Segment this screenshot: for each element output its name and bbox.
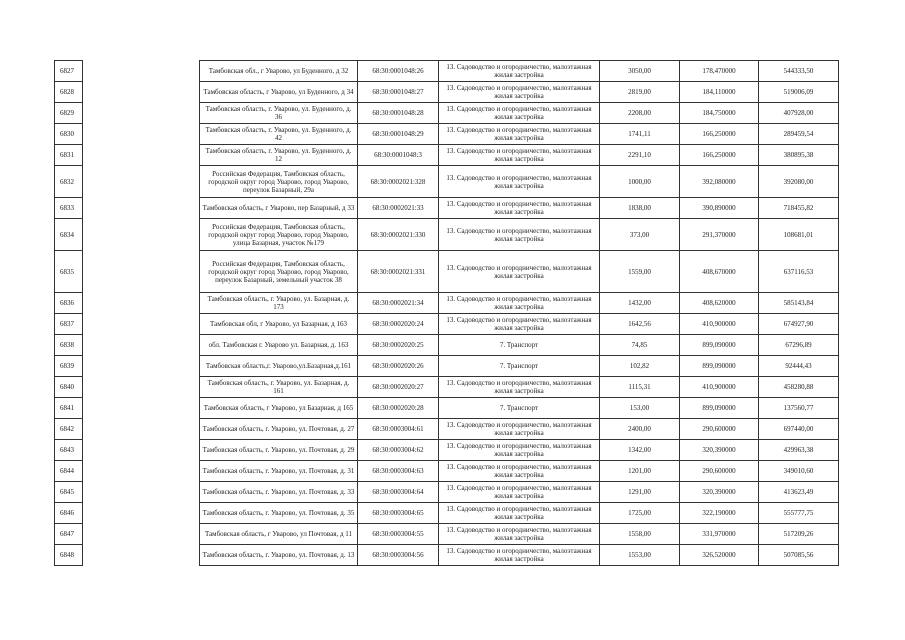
address-cell: Тамбовская область, г Уварово, ул Базарная, д 165 [199, 397, 358, 419]
address-cell: обл. Тамбовская г. Уварово ул. Базарная, д. 163 [199, 334, 358, 356]
land-use-cell: 13. Садоводство и огородничество, малоэтажная жилая застройка [438, 376, 600, 398]
area-cell: 1642,56 [599, 313, 680, 335]
area-cell: 1115,31 [599, 376, 680, 398]
cadastral-number-cell: 68:30:0002020:27 [357, 376, 439, 398]
rate-cell: 392,080000 [679, 165, 759, 198]
rate-cell: 390,890000 [679, 197, 759, 219]
row-number: 6833 [54, 197, 83, 219]
address-cell: Тамбовская область, г. Уварово, ул. Почтовая, д. 31 [199, 460, 358, 482]
row-number: 6831 [54, 144, 83, 166]
rate-cell: 410,900000 [679, 376, 759, 398]
area-cell: 2819,00 [599, 81, 680, 103]
cadastral-value-cell: 718455,82 [758, 197, 839, 219]
row-number: 6840 [54, 376, 83, 398]
address-cell: Тамбовская область, г Уварово, ул Буденного, д 34 [199, 81, 358, 103]
area-cell: 1553,00 [599, 544, 680, 566]
rate-cell: 184,110000 [679, 81, 759, 103]
row-number: 6846 [54, 502, 83, 524]
cadastral-value-cell: 413623,49 [758, 481, 839, 503]
area-cell: 2208,00 [599, 102, 680, 124]
row-number: 6845 [54, 481, 83, 503]
address-cell: Тамбовская обл, г Уварово, ул Базарная, д 163 [199, 313, 358, 335]
area-cell: 1291,00 [599, 481, 680, 503]
land-use-cell: 7. Транспорт [438, 355, 600, 377]
row-number: 6844 [54, 460, 83, 482]
cadastral-value-cell: 519006,09 [758, 81, 839, 103]
cadastral-value-cell: 108681,01 [758, 218, 839, 251]
row-number: 6841 [54, 397, 83, 419]
land-use-cell: 13. Садоводство и огородничество, малоэтажная жилая застройка [438, 523, 600, 545]
land-use-cell: 13. Садоводство и огородничество, малоэтажная жилая застройка [438, 481, 600, 503]
area-cell: 2291,10 [599, 144, 680, 166]
address-cell: Тамбовская область, г Уварово, пер Базарный, д 33 [199, 197, 358, 219]
area-cell: 1201,00 [599, 460, 680, 482]
land-use-cell: 13. Садоводство и огородничество, малоэтажная жилая застройка [438, 460, 600, 482]
address-cell: Тамбовская область, г. Уварово, ул. Почтовая, д. 35 [199, 502, 358, 524]
address-cell: Тамбовская область, г. Уварово, ул. Базарная, д. 161 [199, 376, 358, 398]
cadastral-number-cell: 68:30:0001048:26 [357, 60, 439, 82]
address-cell: Российская Федерация, Тамбовская область, городской округ город Уварово, город Уварово, переулок Базарный, 29а [199, 165, 358, 198]
rate-cell: 408,620000 [679, 292, 759, 314]
rate-cell: 178,470000 [679, 60, 759, 82]
row-number: 6829 [54, 102, 83, 124]
area-cell: 1725,00 [599, 502, 680, 524]
rate-cell: 291,370000 [679, 218, 759, 251]
cadastral-number-cell: 68:30:0001048:28 [357, 102, 439, 124]
rate-cell: 410,900000 [679, 313, 759, 335]
row-number: 6835 [54, 250, 83, 293]
row-number: 6839 [54, 355, 83, 377]
cadastral-number-cell: 68:30:0002021:331 [357, 250, 439, 293]
rate-cell: 290,600000 [679, 460, 759, 482]
address-cell: Тамбовская область, г. Уварово, ул. Буденного, д. 42 [199, 123, 358, 145]
rate-cell: 899,090000 [679, 334, 759, 356]
cadastral-number-cell: 68:30:0002020:24 [357, 313, 439, 335]
area-cell: 1000,00 [599, 165, 680, 198]
rate-cell: 331,970000 [679, 523, 759, 545]
cadastral-value-cell: 137560,77 [758, 397, 839, 419]
cadastral-value-cell: 637116,53 [758, 250, 839, 293]
area-cell: 1838,00 [599, 197, 680, 219]
land-use-cell: 7. Транспорт [438, 334, 600, 356]
area-cell: 1741,11 [599, 123, 680, 145]
cadastral-number-cell: 68:30:0002020:26 [357, 355, 439, 377]
land-use-cell: 13. Садоводство и огородничество, малоэтажная жилая застройка [438, 144, 600, 166]
area-cell: 102,82 [599, 355, 680, 377]
rate-cell: 899,090000 [679, 355, 759, 377]
land-use-cell: 13. Садоводство и огородничество, малоэтажная жилая застройка [438, 102, 600, 124]
cadastral-number-cell: 68:30:0003004:65 [357, 502, 439, 524]
cadastral-number-cell: 68:30:0003004:55 [357, 523, 439, 545]
cadastral-value-cell: 517209,26 [758, 523, 839, 545]
land-use-cell: 13. Садоводство и огородничество, малоэтажная жилая застройка [438, 544, 600, 566]
row-number: 6830 [54, 123, 83, 145]
cadastral-number-cell: 68:30:0002021:330 [357, 218, 439, 251]
cadastral-number-cell: 68:30:0003004:61 [357, 418, 439, 440]
address-cell: Тамбовская область, г. Уварово, ул. Базарная, д. 173 [199, 292, 358, 314]
cadastral-value-cell: 544333,50 [758, 60, 839, 82]
rate-cell: 166,250000 [679, 144, 759, 166]
land-use-cell: 13. Садоводство и огородничество, малоэтажная жилая застройка [438, 502, 600, 524]
cadastral-number-cell: 68:30:0001048:29 [357, 123, 439, 145]
rate-cell: 166,250000 [679, 123, 759, 145]
area-cell: 153,00 [599, 397, 680, 419]
area-cell: 373,00 [599, 218, 680, 251]
rate-cell: 320,390000 [679, 481, 759, 503]
address-cell: Тамбовская область, г. Уварово, ул. Буденного, д. 12 [199, 144, 358, 166]
cadastral-number-cell: 68:30:0003004:56 [357, 544, 439, 566]
land-use-cell: 13. Садоводство и огородничество, малоэтажная жилая застройка [438, 165, 600, 198]
rate-cell: 326,520000 [679, 544, 759, 566]
row-number: 6832 [54, 165, 83, 198]
cadastral-number-cell: 68:30:0003004:62 [357, 439, 439, 461]
area-cell: 1558,00 [599, 523, 680, 545]
cadastral-number-cell: 68:30:0002021:34 [357, 292, 439, 314]
area-cell: 2400,00 [599, 418, 680, 440]
address-cell: Тамбовская область, г. Уварово, ул. Почтовая, д. 13 [199, 544, 358, 566]
land-use-cell: 13. Садоводство и огородничество, малоэтажная жилая застройка [438, 218, 600, 251]
address-cell: Тамбовская область, г Уварово, ул Почтовая, д 11 [199, 523, 358, 545]
land-use-cell: 13. Садоводство и огородничество, малоэтажная жилая застройка [438, 197, 600, 219]
land-use-cell: 13. Садоводство и огородничество, малоэтажная жилая застройка [438, 250, 600, 293]
land-use-cell: 13. Садоводство и огородничество, малоэтажная жилая застройка [438, 313, 600, 335]
cadastral-value-cell: 429963,38 [758, 439, 839, 461]
row-number: 6847 [54, 523, 83, 545]
rate-cell: 899,090000 [679, 397, 759, 419]
row-number: 6843 [54, 439, 83, 461]
cadastral-value-cell: 67296,89 [758, 334, 839, 356]
cadastral-number-cell: 68:30:0003004:63 [357, 460, 439, 482]
address-cell: Российская Федерация, Тамбовская область, городской округ город Уварово, город Уварово, переулок Базарный, земельный участок 38 [199, 250, 358, 293]
row-number: 6848 [54, 544, 83, 566]
area-cell: 74,85 [599, 334, 680, 356]
area-cell: 1432,00 [599, 292, 680, 314]
land-use-cell: 13. Садоводство и огородничество, малоэтажная жилая застройка [438, 123, 600, 145]
cadastral-number-cell: 68:30:0002021:33 [357, 197, 439, 219]
address-cell: Тамбовская область, г. Уварово, ул. Буденного, д. 36 [199, 102, 358, 124]
row-number: 6838 [54, 334, 83, 356]
cadastral-number-cell: 68:30:0001048:3 [357, 144, 439, 166]
cadastral-value-cell: 585143,84 [758, 292, 839, 314]
row-number: 6842 [54, 418, 83, 440]
cadastral-value-cell: 349010,60 [758, 460, 839, 482]
row-number: 6828 [54, 81, 83, 103]
address-cell: Тамбовская область, г. Уварово, ул. Почтовая, д. 27 [199, 418, 358, 440]
land-use-cell: 13. Садоводство и огородничество, малоэтажная жилая застройка [438, 418, 600, 440]
area-cell: 1559,00 [599, 250, 680, 293]
land-use-cell: 7. Транспорт [438, 397, 600, 419]
address-cell: Тамбовская область,г. Уварово,ул.Базарная,д.161 [199, 355, 358, 377]
rate-cell: 184,750000 [679, 102, 759, 124]
row-number: 6837 [54, 313, 83, 335]
cadastral-value-cell: 92444,43 [758, 355, 839, 377]
address-cell: Российская Федерация, Тамбовская область, городской округ город Уварово, город Уварово, улица Базарная, участок №179 [199, 218, 358, 251]
rate-cell: 290,600000 [679, 418, 759, 440]
land-use-cell: 13. Садоводство и огородничество, малоэтажная жилая застройка [438, 60, 600, 82]
land-use-cell: 13. Садоводство и огородничество, малоэтажная жилая застройка [438, 81, 600, 103]
address-cell: Тамбовская область, г. Уварово, ул. Почтовая, д. 33 [199, 481, 358, 503]
land-use-cell: 13. Садоводство и огородничество, малоэтажная жилая застройка [438, 439, 600, 461]
rate-cell: 322,190000 [679, 502, 759, 524]
cadastral-value-cell: 697440,00 [758, 418, 839, 440]
rate-cell: 408,670000 [679, 250, 759, 293]
area-cell: 3050,00 [599, 60, 680, 82]
cadastral-number-cell: 68:30:0002021:328 [357, 165, 439, 198]
cadastral-value-cell: 407928,00 [758, 102, 839, 124]
rate-cell: 320,390000 [679, 439, 759, 461]
area-cell: 1342,00 [599, 439, 680, 461]
row-number: 6827 [54, 60, 83, 82]
cadastral-value-cell: 289459,54 [758, 123, 839, 145]
cadastral-number-cell: 68:30:0003004:64 [357, 481, 439, 503]
cadastral-number-cell: 68:30:0002020:25 [357, 334, 439, 356]
land-use-cell: 13. Садоводство и огородничество, малоэтажная жилая застройка [438, 292, 600, 314]
cadastral-value-cell: 380895,38 [758, 144, 839, 166]
cadastral-value-cell: 458280,88 [758, 376, 839, 398]
cadastral-value-cell: 674927,90 [758, 313, 839, 335]
address-cell: Тамбовская обл., г Уварово, ул Буденного, д 32 [199, 60, 358, 82]
cadastral-value-cell: 507085,56 [758, 544, 839, 566]
cadastral-number-cell: 68:30:0002020:28 [357, 397, 439, 419]
row-number: 6834 [54, 218, 83, 251]
cadastral-number-cell: 68:30:0001048:27 [357, 81, 439, 103]
cadastral-value-cell: 392080,00 [758, 165, 839, 198]
address-cell: Тамбовская область, г. Уварово, ул. Почтовая, д. 29 [199, 439, 358, 461]
row-number: 6836 [54, 292, 83, 314]
cadastral-value-cell: 555777,75 [758, 502, 839, 524]
